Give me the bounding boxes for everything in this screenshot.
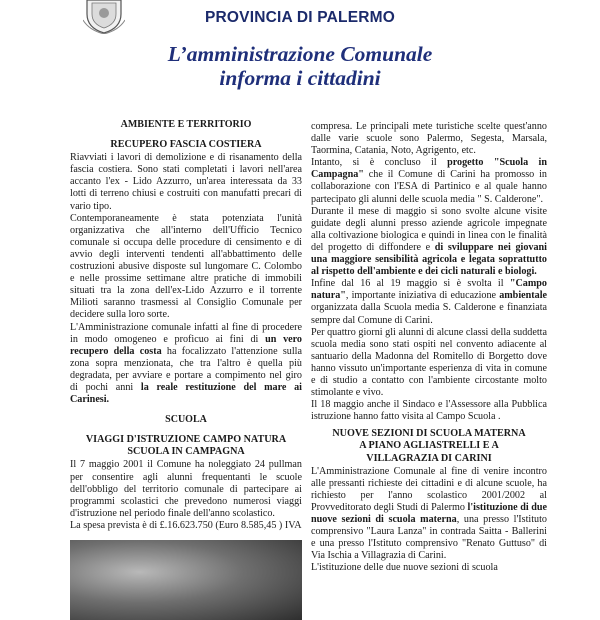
right-paragraph-7: L'Amministrazione Comunale al fine di venire incontro alle pressanti richieste dei cittadini e di alcune scuole, ha richiesto per l'anno scolastico 2001/2002 al Provveditorato degli Studi di Palermo l'istituzione di due nuove sezioni di scuola materna, una presso l'Istituto comprensivo "Laura Lanza" in contrada Saitta - Ballerini e una presso l'Istituto comprensivo "Renato Guttuso" di Via Ischia a Villagrazia di Carini.: [311, 465, 548, 562]
province-header: PROVINCIA DI PALERMO: [204, 9, 395, 26]
page-title: [0, 42, 600, 90]
recupero-heading: RECUPERO FASCIA COSTIERA: [110, 139, 262, 151]
right-paragraph-6: Il 18 maggio anche il Sindaco e l'Assessore alla Pubblica istruzione hanno fatto visita al Campo Scuola .: [311, 399, 547, 423]
section-heading-scuola: SCUOLA: [165, 414, 207, 426]
right-column: [311, 121, 547, 574]
nuove-sezioni-heading-3: VILLAGRAZIA DI CARINI: [366, 452, 492, 464]
students-photo: [70, 540, 302, 620]
nuove-sezioni-heading-1: NUOVE SEZIONI DI SCUOLA MATERNA: [332, 428, 526, 440]
title-line-1: L’amministrazione Comunale: [167, 42, 433, 66]
recupero-paragraph-3: L'Amministrazione comunale infatti al fine di procedere in modo omogeneo e proficuo ai fini di un vero recupero della costa ha focalizzato l'attenzione sulla zona sopra menzionata, che tra l'altro è quella più degradata, per avviare e portare a compimento nel giro di pochi anni la reale restituzione del mare ai Carinesi.: [70, 321, 302, 406]
title-line-2: informa i cittadini: [219, 66, 381, 90]
right-paragraph-5: Per quattro giorni gli alunni di alcune classi della suddetta scuola media sono stati ospiti nel convento adiacente al santuario della Madonna del Romitello di Borgetto dove hanno vissuto un'importante esperienza di vita in comune e di studio a contatto con l'ambiente circostante molto stimolante e vivo.: [311, 326, 547, 399]
nuove-sezioni-heading-2: A PIANO AGLIASTRELLI E A: [359, 440, 499, 452]
right-paragraph-8: L'istituzione delle due nuove sezioni di scuola: [311, 562, 498, 574]
right-paragraph-4: Infine dal 16 al 19 maggio si è svolta il "Campo natura", importante iniziativa di educazione ambientale organizzata dalla Scuola media S. Calderone e finanziata sempre dal Comune di Carini.: [311, 278, 547, 326]
right-paragraph-1: compresa. Le principali mete turistiche scelte quest'anno dalle varie scuole sono Palermo, Segesta, Marsala, Taormina, Catania, Noto, Agrigento, etc.: [311, 121, 547, 157]
viaggi-paragraph-2: La spesa prevista è di £.16.623.750 (Euro 8.585,45 ) IVA: [70, 519, 302, 531]
viaggi-paragraph-1: Il 7 maggio 2001 il Comune ha noleggiato 24 pullman per consentire agli alunni frequentanti le scuole dell'obbligo del territorio comunale di partecipare ai programmi scolastici che prevedono numerosi viaggi d'istruzione nel periodo finale dell'anno scolastico.: [70, 459, 302, 519]
viaggi-heading-1: VIAGGI D'ISTRUZIONE CAMPO NATURA: [85, 434, 287, 446]
left-column: [70, 118, 302, 620]
viaggi-heading-2: SCUOLA IN CAMPAGNA: [127, 446, 245, 458]
right-paragraph-2: Intanto, si è concluso il progetto "Scuola in Campagna" che il Comune di Carini ha promosso in collaborazione con l'ESA di Partinico e al quale hanno partecipato gli alunni delle scuola media " S. Calderone".: [311, 157, 547, 205]
right-paragraph-3: Durante il mese di maggio si sono svolte alcune visite guidate degli alunni presso aziende agricole impegnate alla coltivazione biologica e quindi in linea con le finalità del progetto di diffondere e di sviluppare nei giovani una maggiore sensibilità agricola e legata soprattutto al rispetto dell'ambiente e dei cicli naturali e biologi.: [311, 205, 547, 278]
section-heading-ambiente: AMBIENTE E TERRITORIO: [120, 119, 252, 130]
recupero-paragraph-2: Contemporaneamente è stata potenziata l'unità organizzativa che all'interno dell'Ufficio Tecnico comunale si occupa delle procedure di censimento e di avvio degli interventi tendenti all'abbattimento delle costruzioni abusive disposte sul lungomare C. Colombo e nelle prossime settimane altre pratiche di immobili situati tra la zona dell'ex-Lido Azzurro e il torrente Milioti saranno trasmessi al Consiglio Comunale per decidere sulla loro sorte.: [70, 212, 302, 321]
recupero-paragraph-1: Riavviati i lavori di demolizione e di risanamento della fascia costiera. Sono stati completati i lavori nell'area accanto l'ex - Lido Azzurro, un'area interessata da 33 lotti di terreno chiusi e costruiti con manufatti precari di vario tipo.: [70, 152, 302, 212]
